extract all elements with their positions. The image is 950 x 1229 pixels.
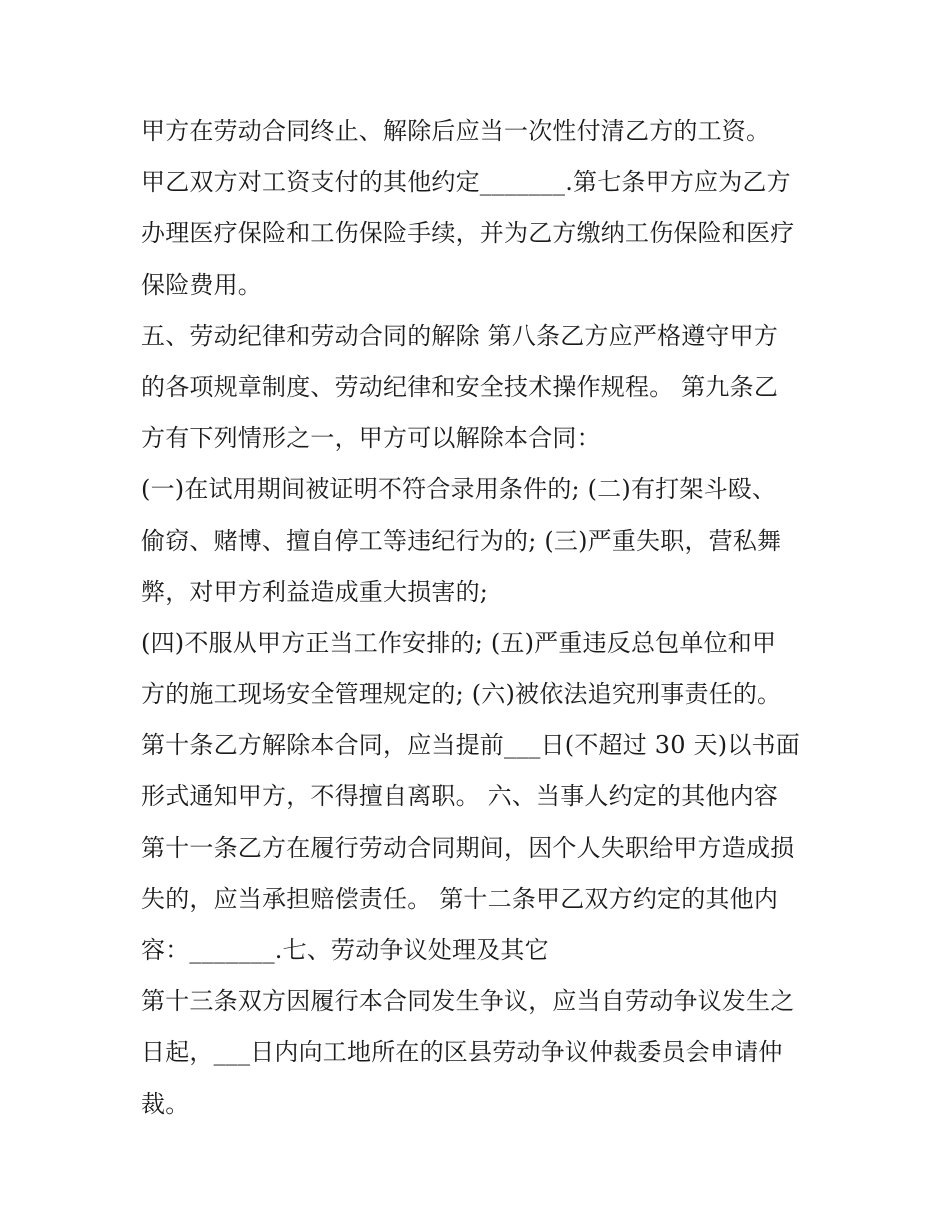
text-line: 方的施工现场安全管理规定的; (六)被依法追究刑事责任的。 [141, 680, 782, 709]
text-line: 第十条乙方解除本合同，应当提前___日(不超过 30 天)以书面 [141, 731, 800, 760]
text-line: 失的，应当承担赔偿责任。 第十二条甲乙双方约定的其他内 [141, 884, 779, 913]
text-line: 弊，对甲方利益造成重大损害的; [141, 577, 489, 606]
text-line: 办理医疗保险和工伤保险手续，并为乙方缴纳工伤保险和医疗 [141, 219, 795, 248]
text-line: 的各项规章制度、劳动纪律和安全技术操作规程。 第九条乙 [141, 372, 779, 401]
text-line: 形式通知甲方，不得擅自离职。 六、当事人约定的其他内容 [141, 782, 779, 811]
text-line: 甲方在劳动合同终止、解除后应当一次性付清乙方的工资。 [141, 117, 771, 145]
text-line: (四)不服从甲方正当工作安排的; (五)严重违反总包单位和甲 [141, 628, 777, 657]
text-line: 裁。 [141, 1089, 190, 1118]
text-line: 方有下列情形之一，甲方可以解除本合同： [141, 424, 601, 453]
text-line: 容：_______.七、劳动争议处理及其它 [141, 936, 549, 964]
text-line: 保险费用。 [141, 270, 262, 299]
text-line: 第十三条双方因履行本合同发生争议，应当自劳动争议发生之 [141, 987, 795, 1016]
text-line: 日起，___日内向工地所在的区县劳动争议仲裁委员会申请仲 [141, 1038, 783, 1067]
contract-body [141, 106, 821, 1130]
text-line: 第十一条乙方在履行劳动合同期间，因个人失职给甲方造成损 [141, 833, 795, 862]
text-line: 五、劳动纪律和劳动合同的解除 第八条乙方应严格遵守甲方 [141, 321, 779, 350]
text-line: (一)在试用期间被证明不符合录用条件的; (二)有打架斗殴、 [141, 475, 777, 504]
text-line: 甲乙双方对工资支付的其他约定_______.第七条甲方应为乙方 [141, 168, 791, 197]
text-line: 偷窃、赌博、擅自停工等违纪行为的; (三)严重失职，营私舞 [141, 526, 782, 555]
